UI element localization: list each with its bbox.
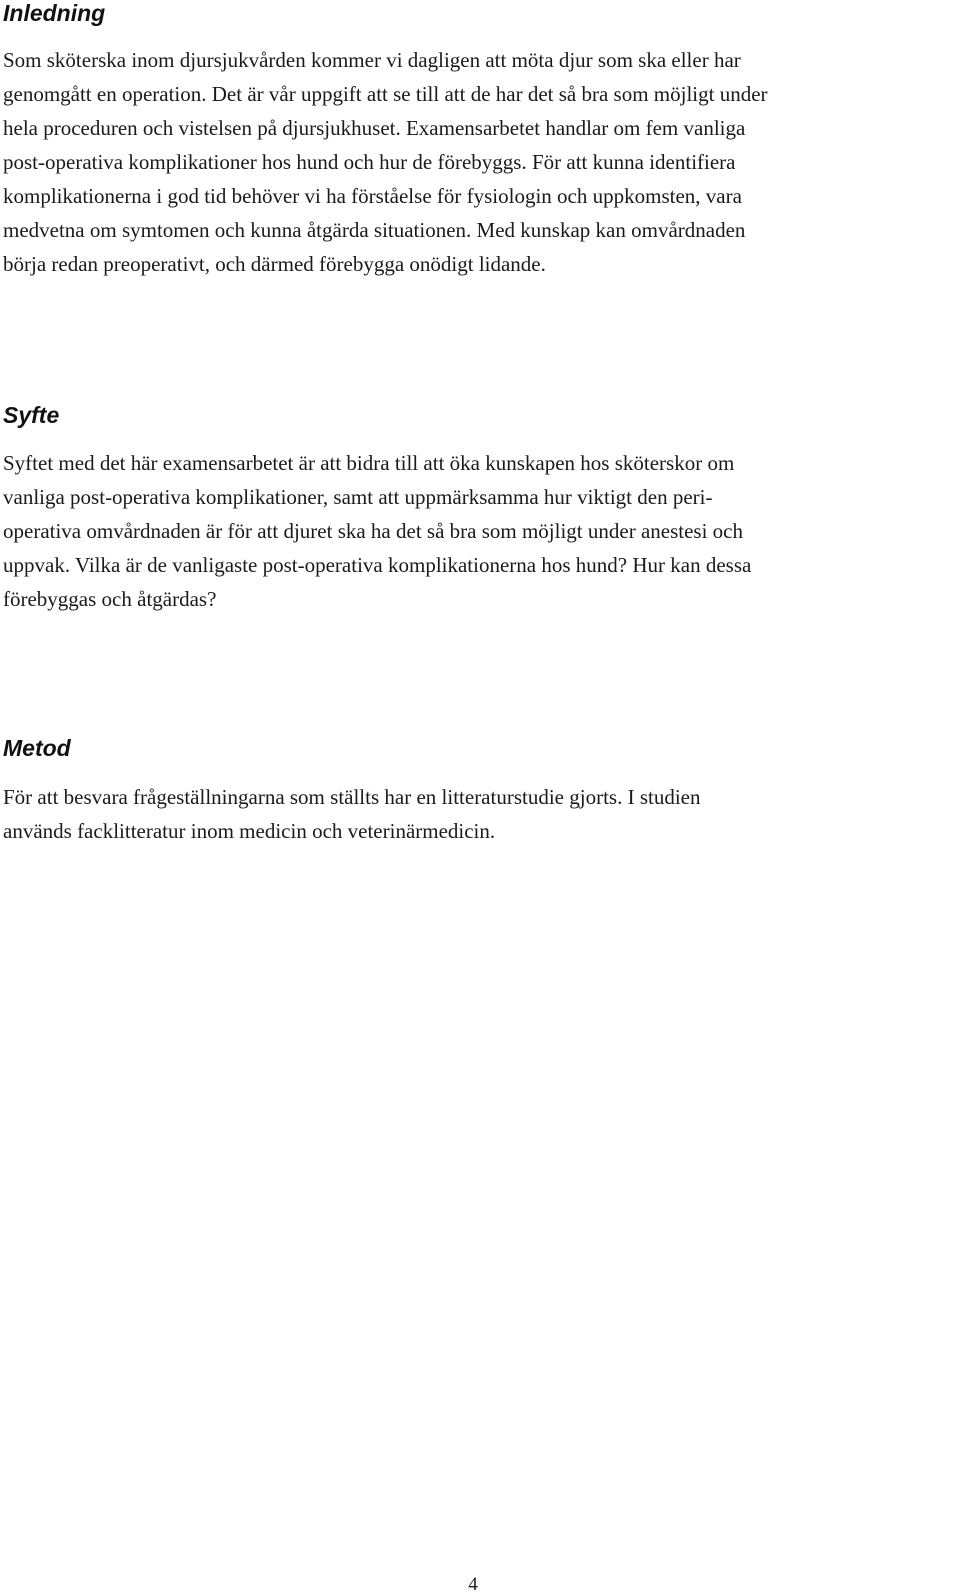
text-line: vanliga post-operativa komplikationer, samt att uppmärksamma hur viktigt den peri- (3, 485, 713, 509)
text-line: används facklitteratur inom medicin och veterinärmedicin. (3, 819, 496, 843)
text-line: börja redan preoperativt, och därmed förebygga onödigt lidande. (3, 252, 546, 276)
text-line: uppvak. Vilka är de vanligaste post-operativa komplikationerna hos hund? Hur kan dessa (3, 553, 752, 577)
text-line: post-operativa komplikationer hos hund och hur de förebyggs. För att kunna identifiera (3, 150, 736, 174)
text-line: medvetna om symtomen och kunna åtgärda situationen. Med kunskap kan omvårdnaden (3, 218, 746, 242)
text-line: operativa omvårdnaden är för att djuret ska ha det så bra som möjligt under anestesi och (3, 519, 744, 543)
text-line: För att besvara frågeställningarna som ställts har en litteraturstudie gjorts. I studien (3, 785, 701, 809)
paragraph-syfte (3, 446, 948, 616)
text-line: komplikationerna i god tid behöver vi ha förståelse för fysiologin och uppkomsten, vara (3, 184, 742, 208)
text-line: Syftet med det här examensarbetet är att bidra till att öka kunskapen hos sköterskor om (3, 451, 735, 475)
paragraph-metod (3, 780, 948, 848)
heading-syfte: Syfte (3, 402, 60, 428)
text-line: förebyggas och åtgärdas? (3, 587, 217, 611)
heading-metod: Metod (3, 735, 71, 761)
text-line: genomgått en operation. Det är vår uppgift att se till att de har det så bra som möjligt under (3, 82, 768, 106)
page-number: 4 (468, 1574, 478, 1595)
paragraph-inledning (3, 43, 948, 281)
text-line: Som sköterska inom djursjukvården kommer vi dagligen att möta djur som ska eller har (3, 48, 741, 72)
heading-inledning: Inledning (3, 0, 106, 26)
text-line: hela proceduren och vistelsen på djursjukhuset. Examensarbetet handlar om fem vanliga (3, 116, 746, 140)
